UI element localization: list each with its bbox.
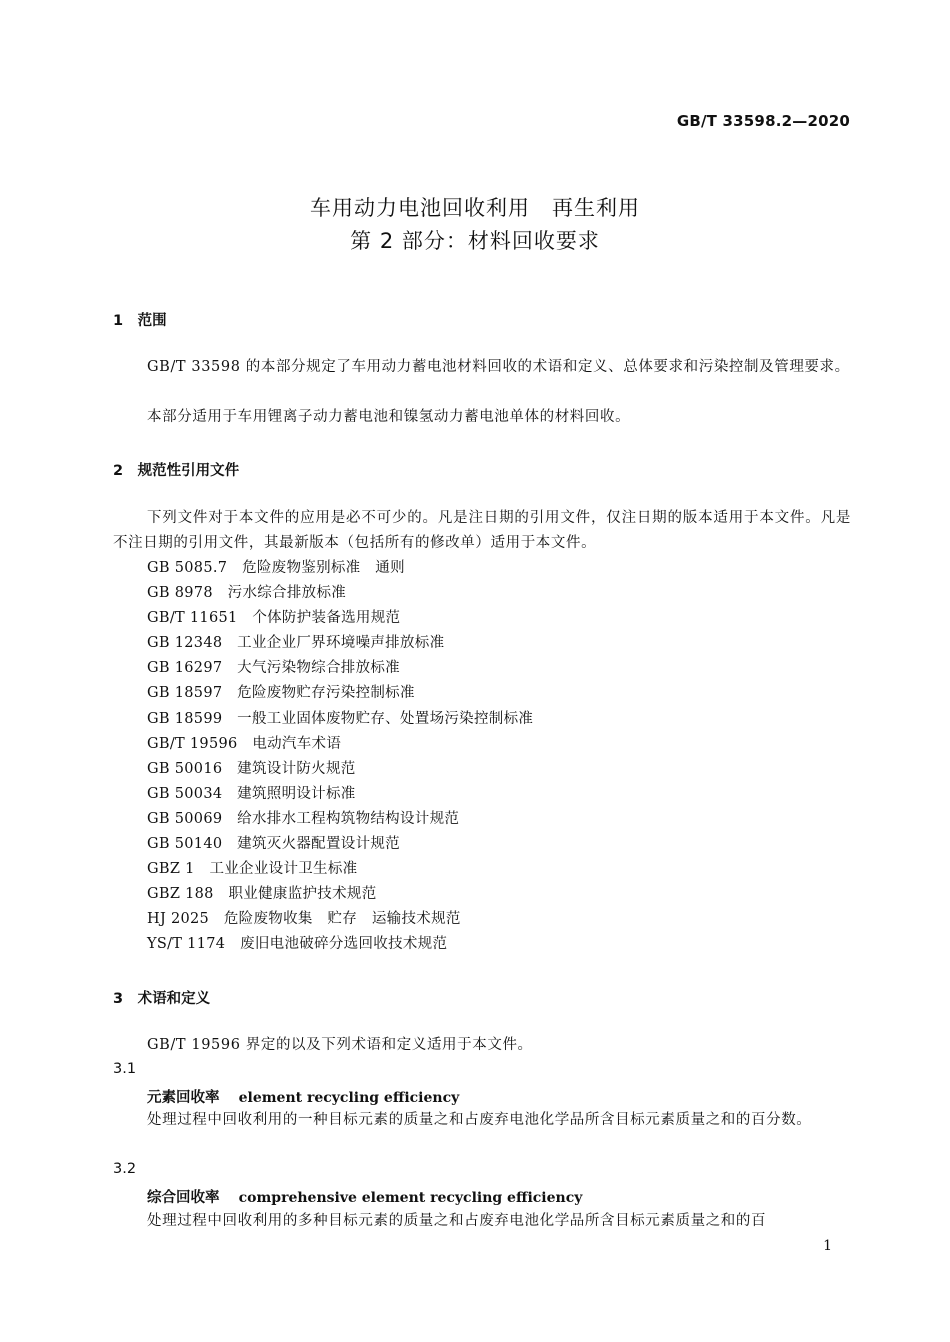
section-heading-normative-references: 2 规范性引用文件 (113, 463, 240, 479)
document-title (0, 192, 950, 258)
reference-item: GB 5085.7 危险废物鉴别标准 通则 (147, 560, 405, 576)
terms-intro: GB/T 19596 界定的以及下列术语和定义适用于本文件。 (147, 1037, 533, 1053)
page-number: 1 (823, 1238, 832, 1254)
reference-item: GB 12348 工业企业厂界环境噪声排放标准 (147, 635, 445, 652)
reference-item: GB 50016 建筑设计防火规范 (147, 760, 356, 777)
normative-references-intro: 下列文件对于本文件的应用是必不可少的。凡是注日期的引用文件，仅注日期的版本适用于本文件。凡是不注日期的引用文件，其最新版本（包括所有的修改单）适用于本文件。 (113, 510, 851, 551)
reference-item: GB/T 19596 电动汽车术语 (147, 735, 342, 752)
section-heading-terms-and-definitions: 3 术语和定义 (113, 991, 211, 1007)
clause-number-3-2: 3.2 (113, 1161, 137, 1177)
term-definition-3-2: 处理过程中回收利用的多种目标元素的质量之和占废弃电池化学品所含目标元素质量之和的百 (147, 1213, 767, 1229)
reference-item: GB/T 11651 个体防护装备选用规范 (147, 610, 401, 627)
reference-list (147, 556, 533, 958)
reference-item: HJ 2025 危险废物收集 贮存 运输技术规范 (147, 911, 461, 928)
scope-paragraph-1: GB/T 33598 的本部分规定了车用动力蓄电池材料回收的术语和定义、总体要求和污染控制及管理要求。 (147, 359, 850, 375)
term-3-1 (147, 1086, 459, 1107)
reference-item: YS/T 1174 废旧电池破碎分选回收技术规范 (147, 936, 448, 953)
term-definition-3-1: 处理过程中回收利用的一种目标元素的质量之和占废弃电池化学品所含目标元素质量之和的百分数。 (147, 1112, 812, 1128)
section-heading-scope: 1 范围 (113, 313, 167, 329)
term-en: element recycling efficiency (238, 1090, 460, 1106)
reference-item: GBZ 1 工业企业设计卫生标准 (147, 861, 358, 878)
term-3-2 (147, 1186, 582, 1207)
title-line-2: 第 2 部分：材料回收要求 (350, 229, 600, 253)
reference-item: GB 8978 污水综合排放标准 (147, 585, 347, 602)
reference-item: GBZ 188 职业健康监护技术规范 (147, 886, 377, 903)
reference-item: GB 18597 危险废物贮存污染控制标准 (147, 685, 415, 702)
term-en: comprehensive element recycling efficiency (238, 1190, 583, 1206)
term-zh: 元素回收率 (147, 1090, 220, 1106)
term-zh: 综合回收率 (147, 1190, 220, 1206)
reference-item: GB 16297 大气污染物综合排放标准 (147, 660, 400, 677)
title-line-1: 车用动力电池回收利用 再生利用 (310, 196, 640, 220)
reference-item: GB 18599 一般工业固体废物贮存、处置场污染控制标准 (147, 710, 534, 727)
reference-item: GB 50140 建筑灭火器配置设计规范 (147, 836, 400, 853)
standard-code: GB/T 33598.2—2020 (676, 112, 850, 130)
reference-item: GB 50034 建筑照明设计标准 (147, 785, 356, 802)
scope-paragraph-2: 本部分适用于车用锂离子动力蓄电池和镍氢动力蓄电池单体的材料回收。 (147, 409, 631, 425)
reference-item: GB 50069 给水排水工程构筑物结构设计规范 (147, 810, 460, 827)
clause-number-3-1: 3.1 (113, 1061, 137, 1077)
